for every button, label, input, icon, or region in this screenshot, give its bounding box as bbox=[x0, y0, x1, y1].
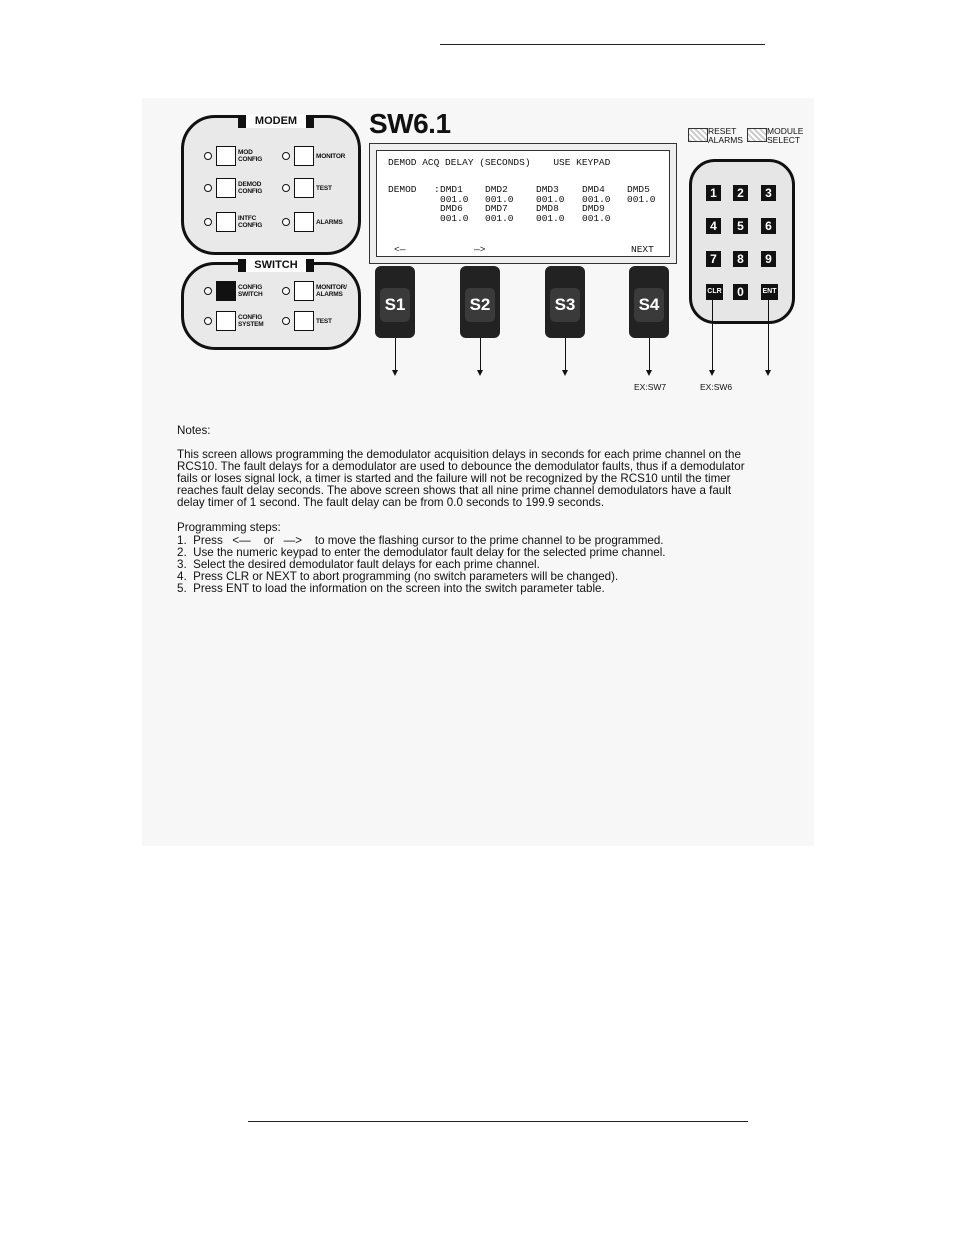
softkey-s1[interactable] bbox=[375, 266, 415, 338]
numeric-keypad bbox=[689, 159, 795, 324]
alarms-button[interactable] bbox=[282, 212, 343, 232]
softkey-s2[interactable] bbox=[460, 266, 500, 338]
lcd-channel: DMD2 bbox=[485, 184, 508, 195]
switch-panel-title: SWITCH bbox=[238, 259, 314, 272]
module-select-label: MODULE SELECT bbox=[767, 126, 804, 145]
intfc-config-button[interactable] bbox=[204, 212, 262, 232]
lcd-value: 001.0 bbox=[582, 194, 611, 205]
bottom-rule bbox=[248, 1121, 748, 1122]
softkey-s4[interactable] bbox=[629, 266, 669, 338]
lcd-row-label: DEMOD bbox=[388, 184, 417, 195]
led-indicator bbox=[204, 287, 212, 295]
softkey-label: S4 bbox=[634, 288, 664, 322]
lcd-value: 001.0 bbox=[440, 213, 469, 224]
monitor-alarms-button[interactable] bbox=[282, 281, 347, 301]
button-square bbox=[294, 178, 314, 198]
lcd-left-softlabel: <— bbox=[394, 244, 406, 255]
button-label: TEST bbox=[316, 184, 332, 192]
arrow-down-icon bbox=[562, 370, 568, 376]
modem-panel-title: MODEM bbox=[238, 115, 314, 128]
lcd-header: DEMOD ACQ DELAY (SECONDS) USE KEYPAD bbox=[388, 157, 611, 168]
lcd-channel: DMD9 bbox=[582, 203, 605, 214]
key-1[interactable]: 1 bbox=[706, 185, 721, 201]
arrow-down-icon bbox=[709, 370, 715, 376]
arrow-line bbox=[712, 298, 713, 370]
key-6[interactable]: 6 bbox=[761, 218, 776, 234]
softkey-s4-note: EX:SW7 bbox=[634, 382, 667, 392]
step-item: 4. Press CLR or NEXT to abort programming (no switch parameters will be changed). bbox=[177, 570, 619, 583]
notes-paragraph bbox=[177, 449, 777, 509]
key-8[interactable]: 8 bbox=[733, 251, 748, 267]
button-label: MOD CONFIG bbox=[238, 149, 263, 163]
top-rule bbox=[440, 44, 765, 45]
led-indicator bbox=[204, 218, 212, 226]
button-square bbox=[294, 212, 314, 232]
led-indicator bbox=[282, 218, 290, 226]
softkey-s3[interactable] bbox=[545, 266, 585, 338]
lcd-next-softlabel: NEXT bbox=[631, 244, 654, 255]
lcd-right-softlabel: —> bbox=[474, 244, 486, 255]
notes-line: fails or loses signal lock, a timer is started and the failure will not be recognized by the RCS10 until the timer bbox=[177, 472, 731, 485]
button-label: TEST bbox=[316, 317, 332, 325]
config-system-button[interactable] bbox=[204, 311, 264, 331]
arrow-line bbox=[649, 338, 650, 370]
reset-alarms-button[interactable] bbox=[688, 128, 708, 142]
step-item: 5. Press ENT to load the information on the screen into the switch parameter table. bbox=[177, 582, 605, 595]
softkey-label: S2 bbox=[465, 288, 495, 322]
key-ent[interactable]: ENT bbox=[761, 284, 778, 300]
lcd-value: 001.0 bbox=[485, 194, 514, 205]
led-indicator bbox=[204, 152, 212, 160]
led-indicator bbox=[282, 317, 290, 325]
key-0[interactable]: 0 bbox=[733, 284, 748, 300]
key-7[interactable]: 7 bbox=[706, 251, 721, 267]
arrow-line bbox=[768, 298, 769, 370]
lcd-channel: DMD8 bbox=[536, 203, 559, 214]
step-item: 3. Select the desired demodulator fault delays for each prime channel. bbox=[177, 558, 540, 571]
screen-title: SW6.1 bbox=[369, 108, 451, 139]
button-square bbox=[216, 146, 236, 166]
notes-line: delay timer of 1 second. The fault delay can be from 0.0 seconds to 199.9 seconds. bbox=[177, 496, 605, 509]
steps-heading: Programming steps: bbox=[177, 521, 281, 534]
arrow-down-icon bbox=[646, 370, 652, 376]
arrow-down-icon bbox=[392, 370, 398, 376]
mod-config-button[interactable] bbox=[204, 146, 262, 166]
button-square-active bbox=[216, 281, 236, 301]
button-square bbox=[294, 281, 314, 301]
lcd-display bbox=[369, 143, 677, 264]
notes-line: RCS10. The fault delays for a demodulator are used to debounce the demodulator faults, thus if a demodulator bbox=[177, 460, 745, 473]
lcd-value: 001.0 bbox=[627, 194, 656, 205]
key-9[interactable]: 9 bbox=[761, 251, 776, 267]
button-square bbox=[216, 311, 236, 331]
led-indicator bbox=[204, 317, 212, 325]
switch-test-button[interactable] bbox=[282, 311, 332, 331]
config-switch-button[interactable] bbox=[204, 281, 262, 301]
led-indicator bbox=[204, 184, 212, 192]
key-5[interactable]: 5 bbox=[733, 218, 748, 234]
led-indicator bbox=[282, 152, 290, 160]
softkey-label: S3 bbox=[550, 288, 580, 322]
notes-heading: Notes: bbox=[177, 424, 211, 437]
led-indicator bbox=[282, 184, 290, 192]
arrow-down-icon bbox=[765, 370, 771, 376]
button-label: DEMOD CONFIG bbox=[238, 181, 263, 195]
lcd-channel: DMD1 bbox=[440, 184, 463, 195]
notes-line: reaches fault delay seconds. The above screen shows that all nine prime channel demodulators have a fault bbox=[177, 484, 732, 497]
step-item: 1. Press <— or —> to move the flashing cursor to the prime channel to be programmed. bbox=[177, 534, 664, 547]
lcd-channel: DMD6 bbox=[440, 203, 463, 214]
button-square bbox=[216, 178, 236, 198]
switch-panel bbox=[181, 259, 361, 350]
led-indicator bbox=[282, 287, 290, 295]
button-label: ALARMS bbox=[316, 218, 343, 226]
lcd-value: 001.0 bbox=[536, 213, 565, 224]
arrow-line bbox=[395, 338, 396, 370]
demod-config-button[interactable] bbox=[204, 178, 262, 198]
lcd-screen bbox=[376, 150, 670, 257]
lcd-value: 001.0 bbox=[582, 213, 611, 224]
button-square bbox=[294, 146, 314, 166]
key-2[interactable]: 2 bbox=[733, 185, 748, 201]
button-label: MONITOR bbox=[316, 152, 346, 160]
module-select-button[interactable] bbox=[747, 128, 767, 142]
lcd-value: 001.0 bbox=[536, 194, 565, 205]
button-label: INTFC CONFIG bbox=[238, 215, 263, 229]
lcd-value: 001.0 bbox=[440, 194, 469, 205]
arrow-line bbox=[565, 338, 566, 370]
step-item: 2. Use the numeric keypad to enter the demodulator fault delay for the selected prime channel. bbox=[177, 546, 666, 559]
lcd-value: 001.0 bbox=[485, 213, 514, 224]
key-clr[interactable]: CLR bbox=[706, 284, 723, 300]
button-square bbox=[294, 311, 314, 331]
softkey-label: S1 bbox=[380, 288, 410, 322]
button-label: CONFIG SWITCH bbox=[238, 284, 263, 298]
arrow-line bbox=[480, 338, 481, 370]
key-4[interactable]: 4 bbox=[706, 218, 721, 234]
arrow-down-icon bbox=[477, 370, 483, 376]
button-label: CONFIG SYSTEM bbox=[238, 314, 264, 328]
button-label: MONITOR/ ALARMS bbox=[316, 284, 347, 298]
monitor-button[interactable] bbox=[282, 146, 345, 166]
notes-line: This screen allows programming the demodulator acquisition delays in seconds for each prime channel on the bbox=[177, 448, 741, 461]
reset-alarms-label: RESET ALARMS bbox=[708, 126, 743, 145]
lcd-channel: DMD7 bbox=[485, 203, 508, 214]
lcd-channel: DMD3 bbox=[536, 184, 559, 195]
keypad-note: EX:SW6 bbox=[700, 382, 733, 392]
lcd-colon: : bbox=[434, 184, 440, 195]
button-square bbox=[216, 212, 236, 232]
lcd-channel: DMD5 bbox=[627, 184, 650, 195]
modem-panel bbox=[181, 115, 361, 255]
test-button[interactable] bbox=[282, 178, 332, 198]
lcd-channel: DMD4 bbox=[582, 184, 605, 195]
key-3[interactable]: 3 bbox=[761, 185, 776, 201]
